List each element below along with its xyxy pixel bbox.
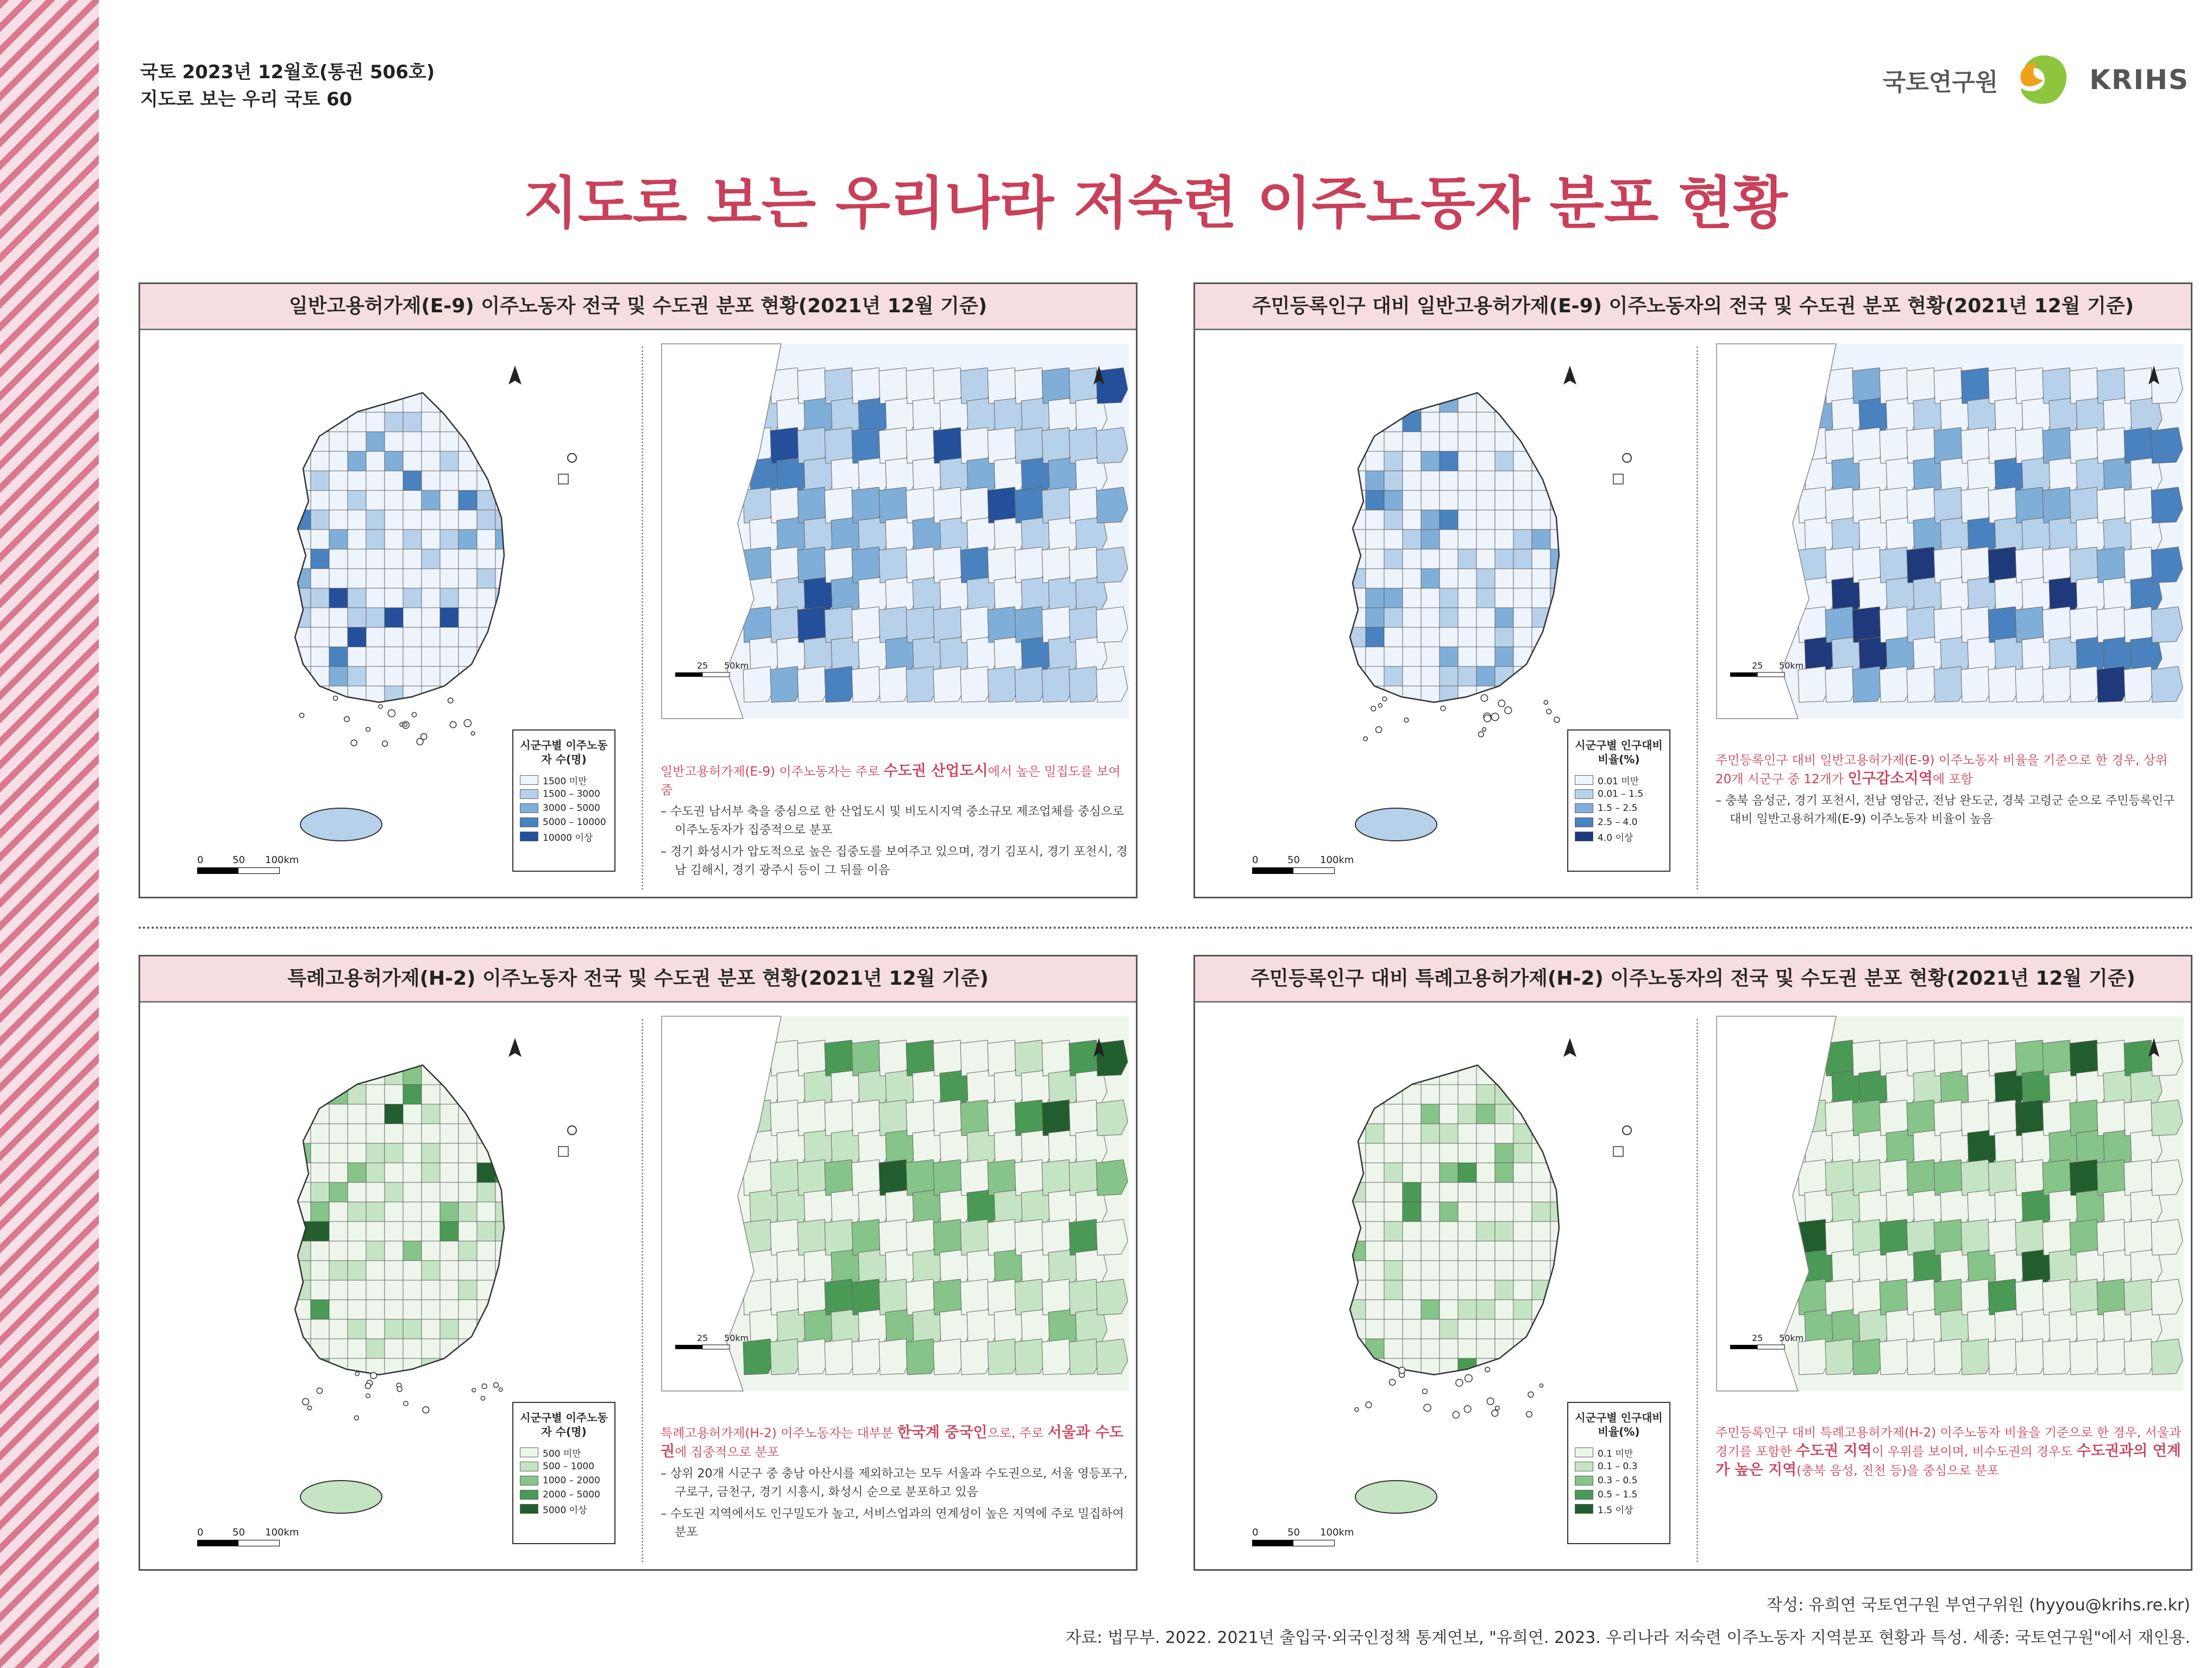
panel-title: 주민등록인구 대비 일반고용허가제(E-9) 이주노동자의 전국 및 수도권 분포 현황(2021년 12월 기준) [1195,284,2191,330]
section-divider [139,927,2195,929]
panel-title: 일반고용허가제(E-9) 이주노동자 전국 및 수도권 분포 현황(2021년 12월 기준) [140,284,1136,330]
legend-item [520,1502,608,1516]
jeju-island [300,1481,382,1513]
panel-description [661,762,1128,880]
legend-item [1575,1488,1663,1502]
legend-label: 500 – 1000 [543,1461,595,1472]
leaf-logo-icon [2011,50,2076,110]
krihs-logo [1883,50,2189,110]
map-legend [512,729,615,872]
legend-item [1575,1502,1663,1516]
headline: 일반고용허가제(E-9) 이주노동자는 주로 수도권 산업도시에서 높은 밀집도를 보여줌 [661,763,1121,797]
panel-description [1715,751,2183,829]
svg-text:50km: 50km [724,1333,749,1343]
legend-swatch [520,1476,538,1486]
panel-e9-ratio [1193,282,2192,898]
legend-title: 시군구별 인구대비 비율(%) [1575,1411,1663,1438]
page-title: 지도로 보는 우리나라 저숙련 이주노동자 분포 현황 [523,170,1788,236]
svg-text:25: 25 [1752,660,1763,671]
legend-swatch [1575,1504,1593,1514]
headline: 특례고용허가제(H-2) 이주노동자는 대부분 한국계 중국인으로, 주로 서울과 수도권에 집중적으로 분포 [661,1424,1124,1460]
scale-bar: 0 50 100km [197,1527,284,1546]
legend-label: 4.0 이상 [1598,832,1633,844]
legend-swatch [520,803,538,813]
legend-item [520,1459,608,1474]
legend-item [520,773,608,787]
legend-label: 0.1 미만 [1598,1448,1633,1459]
map-legend [1567,1402,1670,1544]
decorative-stripe [0,0,99,1668]
issue-line-1: 국토 2023년 12월호(통권 506호) [140,61,435,83]
ulleung-island [568,454,576,462]
legend-title: 시군구별 이주노동자 수(명) [520,739,608,766]
jeju-island [300,808,382,841]
legend-label: 3000 – 5000 [543,803,600,814]
north-arrow-icon [1563,1038,1576,1057]
legend-label: 1.5 – 2.5 [1598,803,1638,814]
legend-item [1575,787,1663,801]
legend-label: 1.5 이상 [1598,1505,1633,1516]
svg-text:50km: 50km [1779,1333,1804,1343]
dokdo-inset [1613,474,1623,484]
legend-list [1575,1445,1663,1516]
legend-label: 0.01 미만 [1598,776,1639,787]
legend-swatch [1575,817,1593,827]
legend-swatch [520,1447,538,1457]
legend-swatch [520,775,538,785]
map-legend [512,1402,615,1544]
jeju-island [1355,808,1437,841]
legend-list [520,773,608,844]
panel-title: 주민등록인구 대비 특례고용허가제(H-2) 이주노동자의 전국 및 수도권 분포 현황(2021년 12월 기준) [1195,956,2191,1003]
legend-swatch [520,1462,538,1471]
legend-swatch [520,1490,538,1500]
legend-swatch [1575,1476,1593,1486]
legend-list [520,1445,608,1516]
legend-label: 0.01 – 1.5 [1598,789,1644,800]
legend-item [520,787,608,801]
legend-item [1575,815,1663,829]
legend-label: 0.1 – 0.3 [1598,1461,1638,1472]
legend-item [520,829,608,844]
svg-text:25: 25 [697,1333,708,1343]
map-legend [1567,729,1670,872]
jeju-island [1355,1481,1437,1513]
legend-item [520,801,608,815]
legend-item [1575,773,1663,787]
ulleung-island [1623,454,1631,462]
issue-line-2: 지도로 보는 우리 국토 60 [140,89,353,110]
description-item: – 수도권 남서부 축을 중심으로 한 산업도시 및 비도시지역 중소규모 제조업체를 중심으로 이주노동자가 집중적으로 분포 [661,805,1124,837]
legend-swatch [520,1504,538,1514]
legend-swatch [1575,1462,1593,1471]
legend-list [1575,773,1663,844]
legend-swatch [1575,803,1593,813]
logo-korean: 국토연구원 [1882,68,1999,96]
logo-english: KRIHS [2089,64,2189,96]
panel-description [661,1424,1128,1542]
panel-h2-ratio [1193,955,2192,1571]
headline: 주민등록인구 대비 일반고용허가제(E-9) 이주노동자 비율을 기준으로 한 경우, 상위 20개 시군구 중 12개가 인구감소지역에 포함 [1715,753,2168,787]
issue-info [140,59,435,113]
legend-item [1575,1459,1663,1474]
legend-item [520,1488,608,1502]
svg-text:25: 25 [697,660,708,671]
headline: 주민등록인구 대비 특례고용허가제(H-2) 이주노동자 비율을 기준으로 한 경우, 서울과 경기를 포함한 수도권 지역이 우위를 보이며, 비수도권의 경우도 수도권과의 연계가 높은 지역(충북 음성, 진천 등)을 중심으로 분포 [1715,1426,2182,1478]
legend-swatch [1575,789,1593,799]
ulleung-island [568,1126,576,1135]
legend-label: 5000 – 10000 [543,817,606,828]
legend-swatch [1575,832,1593,841]
dokdo-inset [558,1147,568,1156]
panel-e9-count [139,282,1138,898]
legend-swatch [520,817,538,827]
svg-text:50km: 50km [724,660,749,671]
legend-swatch [1575,1447,1593,1457]
dokdo-inset [558,474,568,484]
legend-swatch [520,789,538,799]
panel-description [1715,1424,2183,1480]
description-item: – 수도권 지역에서도 인구밀도가 높고, 서비스업과의 연계성이 높은 지역에 주로 밀집하여 분포 [661,1507,1124,1539]
scale-bar: 0 50 100km [197,854,284,874]
legend-label: 2.5 – 4.0 [1598,817,1638,828]
legend-label: 0.3 – 0.5 [1598,1475,1638,1486]
scale-bar: 0 50 100km [1252,854,1339,874]
north-arrow-icon [508,1038,521,1057]
legend-item [1575,1474,1663,1488]
credit-line: 작성: 유희연 국토연구원 부연구위원 (hyyou@krihs.re.kr) [1767,1596,2190,1615]
legend-item [520,1445,608,1459]
legend-item [520,1474,608,1488]
legend-label: 2000 – 5000 [543,1489,600,1500]
legend-label: 10000 이상 [543,832,593,844]
dokdo-inset [1613,1147,1623,1156]
legend-label: 1000 – 2000 [543,1475,600,1486]
legend-label: 1500 – 3000 [543,789,600,800]
national-map-regions [292,1065,514,1378]
source-line: 자료: 법무부. 2022. 2021년 출입국·외국인정책 통계연보, "유희연. 2023. 우리나라 저숙련 이주노동자 지역분포 현황과 특성. 세종: 국토연구원"에서 재인용. [1065,1628,2190,1647]
legend-label: 0.5 – 1.5 [1598,1489,1638,1500]
legend-item [1575,801,1663,815]
national-map-regions [1347,1065,1569,1378]
svg-text:25: 25 [1752,1333,1763,1343]
legend-swatch [1575,775,1593,785]
description-item: – 경기 화성시가 압도적으로 높은 집중도를 보여주고 있으며, 경기 김포시, 경기 포천시, 경남 김해시, 경기 광주시 등이 그 뒤를 이음 [661,845,1128,877]
legend-label: 500 미만 [543,1448,581,1459]
svg-text:50km: 50km [1779,660,1804,671]
legend-swatch [1575,1490,1593,1500]
north-arrow-icon [1563,366,1576,385]
legend-label: 1500 미만 [543,776,587,787]
legend-label: 5000 이상 [543,1505,587,1516]
ulleung-island [1623,1126,1631,1135]
national-map-regions [1347,393,1569,706]
north-arrow-icon [508,366,521,385]
scale-bar: 0 50 100km [1252,1527,1339,1546]
panel-h2-count [139,955,1138,1571]
legend-item [1575,829,1663,844]
description-item: – 충북 음성군, 경기 포천시, 전남 영암군, 전남 완도군, 경북 고령군 순으로 주민등록인구 대비 일반고용허가제(E-9) 이주노동자 비율이 높음 [1715,794,2175,826]
legend-swatch [520,832,538,841]
legend-item [520,815,608,829]
panel-title: 특례고용허가제(H-2) 이주노동자 전국 및 수도권 분포 현황(2021년 12월 기준) [140,956,1136,1003]
description-item: – 상위 20개 시군구 중 충남 아산시를 제외하고는 모두 서울과 수도권으로, 서울 영등포구, 구로구, 금천구, 경기 시흥시, 화성시 순으로 분포하고 있음 [661,1467,1128,1499]
legend-title: 시군구별 이주노동자 수(명) [520,1411,608,1438]
national-map-regions [292,393,514,706]
legend-item [1575,1445,1663,1459]
legend-title: 시군구별 인구대비 비율(%) [1575,739,1663,766]
